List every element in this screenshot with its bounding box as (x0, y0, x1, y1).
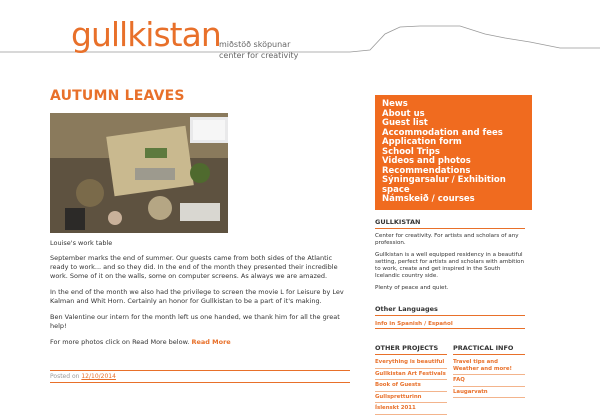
post-image (50, 113, 228, 233)
nav-item-about-us[interactable]: About us (382, 108, 425, 119)
nav-item-recommendations[interactable]: Recommendations (382, 165, 471, 176)
nav-item-application-form[interactable]: Application form (382, 137, 462, 147)
main-navigation (375, 95, 532, 210)
site-header (0, 0, 600, 70)
nav-item-school-trips[interactable]: School Trips (382, 146, 440, 157)
image-caption: Louise's work table (50, 239, 113, 247)
nav-item-news[interactable]: News (382, 99, 408, 109)
more-photos-line (50, 338, 350, 347)
project-link[interactable]: Gullkistan Art Festivals (375, 369, 447, 381)
nav-item-accommodation[interactable]: Accommodation and fees (382, 127, 503, 138)
more-photos-text: For more photos click on Read More below. (50, 338, 190, 346)
work-table-photo (50, 113, 228, 233)
post-paragraph: September marks the end of summer. Our guests came from both sides of the Atlantic ready to work... and so they did. In the end of the month they presented their incredible work. Some of it on the walls, some on computer screens. As always we are amazed. (50, 254, 338, 280)
about-text: Center for creativity. For artists and scholars of any profession. (375, 233, 519, 246)
about-heading: GULLKISTAN (375, 218, 525, 229)
other-projects-widget (375, 344, 447, 415)
post-date-link[interactable]: 12/10/2014 (81, 373, 116, 380)
practical-link[interactable]: Laugarvatn (453, 387, 525, 399)
spanish-info-link[interactable]: Info in Spanish / Español (375, 320, 525, 329)
nav-item-courses[interactable]: Námskeið / courses (382, 194, 475, 204)
practical-info-heading: PRACTICAL INFO (453, 344, 525, 355)
post-paragraph: Ben Valentine our intern for the month left us one handed, we thank him for all the great help! (50, 313, 340, 330)
tagline-icelandic: miðstöð sköpunar (219, 40, 291, 49)
posted-on-label: Posted on (50, 373, 80, 380)
other-projects-heading: OTHER PROJECTS (375, 344, 447, 355)
languages-heading: Other Languages (375, 305, 525, 316)
post-paragraph: In the end of the month we also had the privilege to screen the movie L for Leisure by Lev Kalman and Whit Horn. Certainly an honor for Gullkistan to be a part of it's making. (50, 288, 344, 305)
project-link[interactable]: Everything is beautiful (375, 357, 447, 369)
post-body (50, 254, 350, 354)
practical-link[interactable]: Travel tips and Weather and more! (453, 357, 525, 375)
about-text: Gullkistan is a well equipped residency in a beautiful setting, perfect for artists and scholars with ambition to work, create and get inspired in the South Icelandic country side. (375, 252, 525, 279)
project-link[interactable]: Íslenskt 2011 (375, 403, 447, 415)
nav-item-guest-list[interactable]: Guest list (382, 118, 428, 128)
post-title[interactable]: AUTUMN LEAVES (50, 88, 185, 104)
tagline-english: center for creativity (219, 51, 299, 60)
site-logo[interactable]: gullkistan (71, 15, 221, 54)
languages-widget (375, 305, 525, 329)
project-link[interactable]: Book of Guests (375, 380, 447, 392)
practical-link[interactable]: FAQ (453, 375, 525, 387)
nav-item-exhibition-space[interactable]: Sýningarsalur / Exhibition space (382, 175, 506, 195)
about-widget (375, 218, 525, 297)
practical-info-widget (453, 344, 525, 398)
post-meta (50, 370, 350, 383)
about-text: Plenty of peace and quiet. (375, 285, 449, 291)
project-link[interactable]: Gullspretturinn (375, 392, 447, 404)
read-more-link[interactable]: Read More (191, 338, 231, 346)
nav-item-videos-photos[interactable]: Videos and photos (382, 156, 471, 166)
